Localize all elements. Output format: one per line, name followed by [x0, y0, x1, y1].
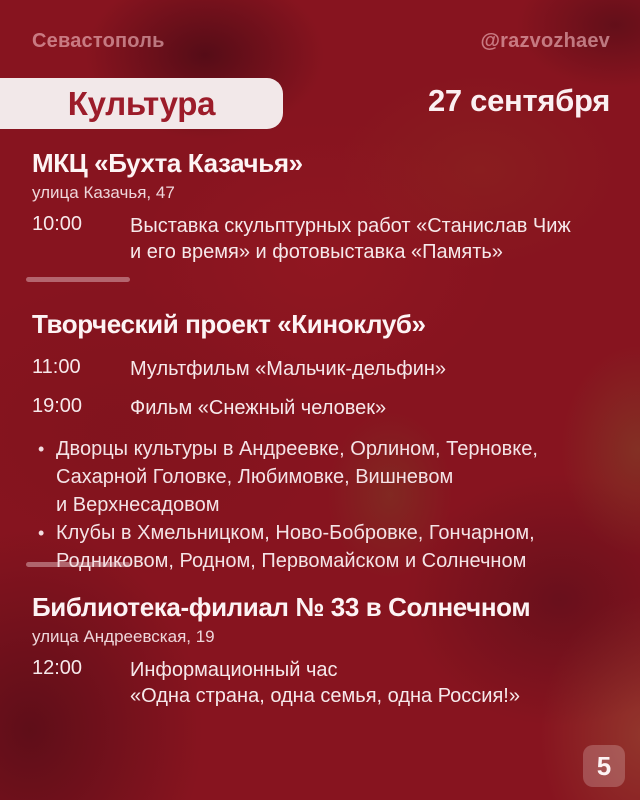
event-section-mkc [32, 148, 616, 278]
event-time: 12:00 [32, 657, 83, 679]
section-title: МКЦ «Бухта Казачья» [32, 148, 303, 178]
schedule-row [32, 213, 616, 265]
section-address: улица Андреевская, 19 [32, 627, 215, 646]
bullet-icon: • [38, 523, 45, 543]
section-title: Творческий проект «Киноклуб» [32, 309, 426, 339]
section-address: улица Казачья, 47 [32, 183, 175, 202]
event-time: 10:00 [32, 213, 83, 235]
event-description-line: Фильм «Снежный человек» [130, 397, 387, 419]
list-item-line: и Верхнесадовом [56, 494, 220, 516]
event-description-line: Мультфильм «Мальчик-дельфин» [130, 358, 447, 380]
event-section-library [32, 592, 616, 722]
page-number: 5 [596, 750, 612, 781]
event-description [130, 356, 446, 382]
author-handle: @razvozhaev [480, 30, 610, 52]
section-divider [26, 277, 130, 282]
schedule [32, 657, 616, 709]
event-description-line: «Одна страна, одна семья, одна Россия!» [130, 685, 520, 707]
event-description [130, 657, 520, 709]
bullet-icon: • [38, 439, 45, 459]
schedule-row [32, 657, 616, 709]
schedule-row [32, 395, 616, 421]
list-item-text [56, 435, 538, 519]
event-description [130, 213, 571, 265]
list-item-line: Родниковом, Родном, Первомайском и Солнечном [56, 550, 527, 572]
poster-header [32, 30, 610, 53]
schedule [32, 356, 616, 421]
event-time: 11:00 [32, 356, 81, 378]
page-number-badge [583, 745, 625, 787]
city-label: Севастополь [32, 30, 165, 52]
event-section-kinoklub [32, 309, 616, 575]
event-description-line: Выставка скульптурных работ «Станислав Чиж [130, 215, 571, 237]
category-label: Культура [67, 84, 216, 122]
list-item [38, 435, 616, 519]
schedule [32, 213, 616, 265]
venue-list [32, 435, 616, 575]
schedule-row [32, 356, 616, 382]
event-description [130, 395, 386, 421]
event-time: 19:00 [32, 395, 83, 417]
list-item-line: Сахарной Головке, Любимовке, Вишневом [56, 466, 454, 488]
list-item-line: Дворцы культуры в Андреевке, Орлином, Терновке, [56, 438, 538, 460]
event-description-line: Информационный час [130, 659, 338, 681]
event-description-line: и его время» и фотовыставка «Память» [130, 241, 503, 263]
section-title: Библиотека-филиал № 33 в Солнечном [32, 592, 531, 622]
list-item-line: Клубы в Хмельницком, Ново-Бобровке, Гончарном, [56, 522, 535, 544]
category-badge [0, 78, 283, 129]
date-label: 27 сентября [427, 83, 610, 118]
section-divider [26, 562, 130, 567]
